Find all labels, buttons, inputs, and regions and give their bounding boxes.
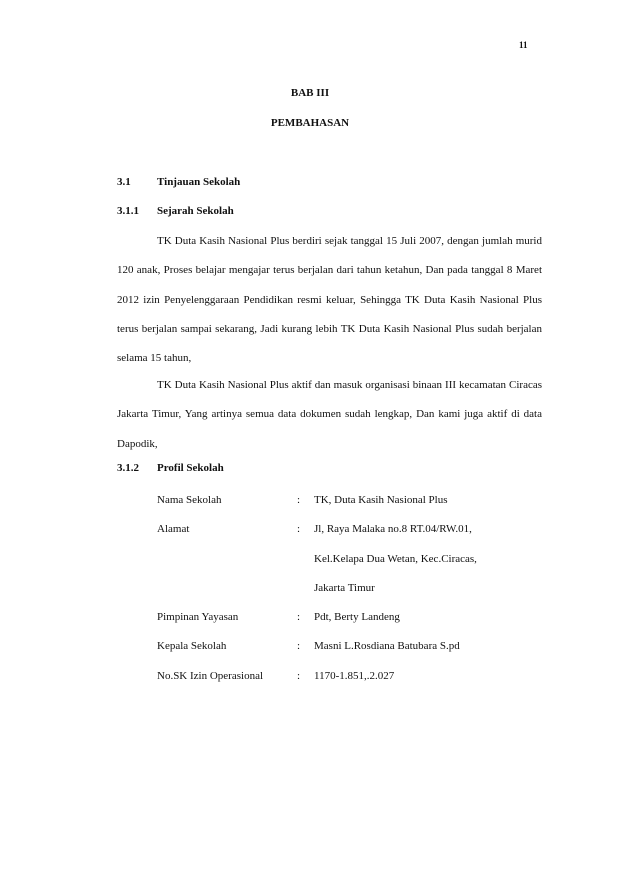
profile-label: Kepala Sekolah (157, 640, 227, 653)
profile-row (157, 545, 554, 574)
profile-label: Nama Sekolah (157, 494, 222, 506)
profile-colon-empty (297, 545, 314, 574)
section-3-1-number: 3.1 (117, 176, 131, 188)
profile-table (157, 486, 554, 691)
profile-colon-empty (297, 574, 314, 603)
profile-label (157, 545, 297, 574)
profile-colon: : (297, 494, 301, 506)
history-paragraph-1: TK Duta Kasih Nasional Plus berdiri sejak tanggal 15 Juli 2007, dengan jumlah murid 120 anak, Proses belajar mengajar terus berjalan dari tahun ketahun, Dan pada tanggal 8 Maret 2012 izin Penyelenggaraan Pendidikan resmi keluar, Sehingga TK Duta Kasih Nasional Plus terus berjalan sampai sekarang, Jadi kurang lebih TK Duta Kasih Nasional Plus sudah berjalan selama 15 tahun, (117, 235, 542, 365)
profile-row (157, 603, 554, 632)
chapter-title: PEMBAHASAN (270, 117, 350, 129)
profile-label: No.SK Izin Operasional (157, 669, 264, 682)
profile-colon: : (297, 669, 301, 682)
section-3-1-1-title: Sejarah Sekolah (157, 205, 234, 217)
section-3-1-2-title: Profil Sekolah (157, 462, 224, 474)
profile-colon: : (297, 611, 301, 624)
profile-value: 1170-1.851,.2.027 (314, 669, 395, 682)
profile-value: Masni L.Rosdiana Batubara S.pd (314, 640, 460, 653)
section-3-1-2-number: 3.1.2 (117, 462, 139, 474)
profile-row (157, 662, 554, 691)
profile-row (157, 574, 554, 603)
page-number: 11 (519, 40, 528, 50)
profile-value: Kel.Kelapa Dua Wetan, Kec.Ciracas, (314, 552, 477, 565)
profile-colon: : (297, 523, 301, 536)
profile-row (157, 486, 554, 515)
profile-label: Pimpinan Yayasan (157, 611, 239, 624)
history-paragraph-2: TK Duta Kasih Nasional Plus aktif dan masuk organisasi binaan III kecamatan Ciracas Jakarta Timur, Yang artinya semua data dokumen sudah lengkap, Dan kami juga aktif di data Dapodik, (117, 379, 542, 450)
profile-value: Jakarta Timur (314, 581, 375, 594)
section-3-1-1-number: 3.1.1 (117, 205, 139, 217)
profile-value: Pdt, Berty Landeng (314, 611, 400, 624)
profile-value: TK, Duta Kasih Nasional Plus (314, 494, 448, 506)
profile-row (157, 515, 554, 544)
profile-label (157, 574, 297, 603)
profile-row (157, 632, 554, 661)
profile-colon: : (297, 640, 301, 653)
chapter-label: BAB III (290, 87, 330, 99)
section-3-1-title: Tinjauan Sekolah (157, 176, 241, 188)
profile-value: Jl, Raya Malaka no.8 RT.04/RW.01, (314, 523, 472, 536)
profile-label: Alamat (157, 523, 190, 536)
